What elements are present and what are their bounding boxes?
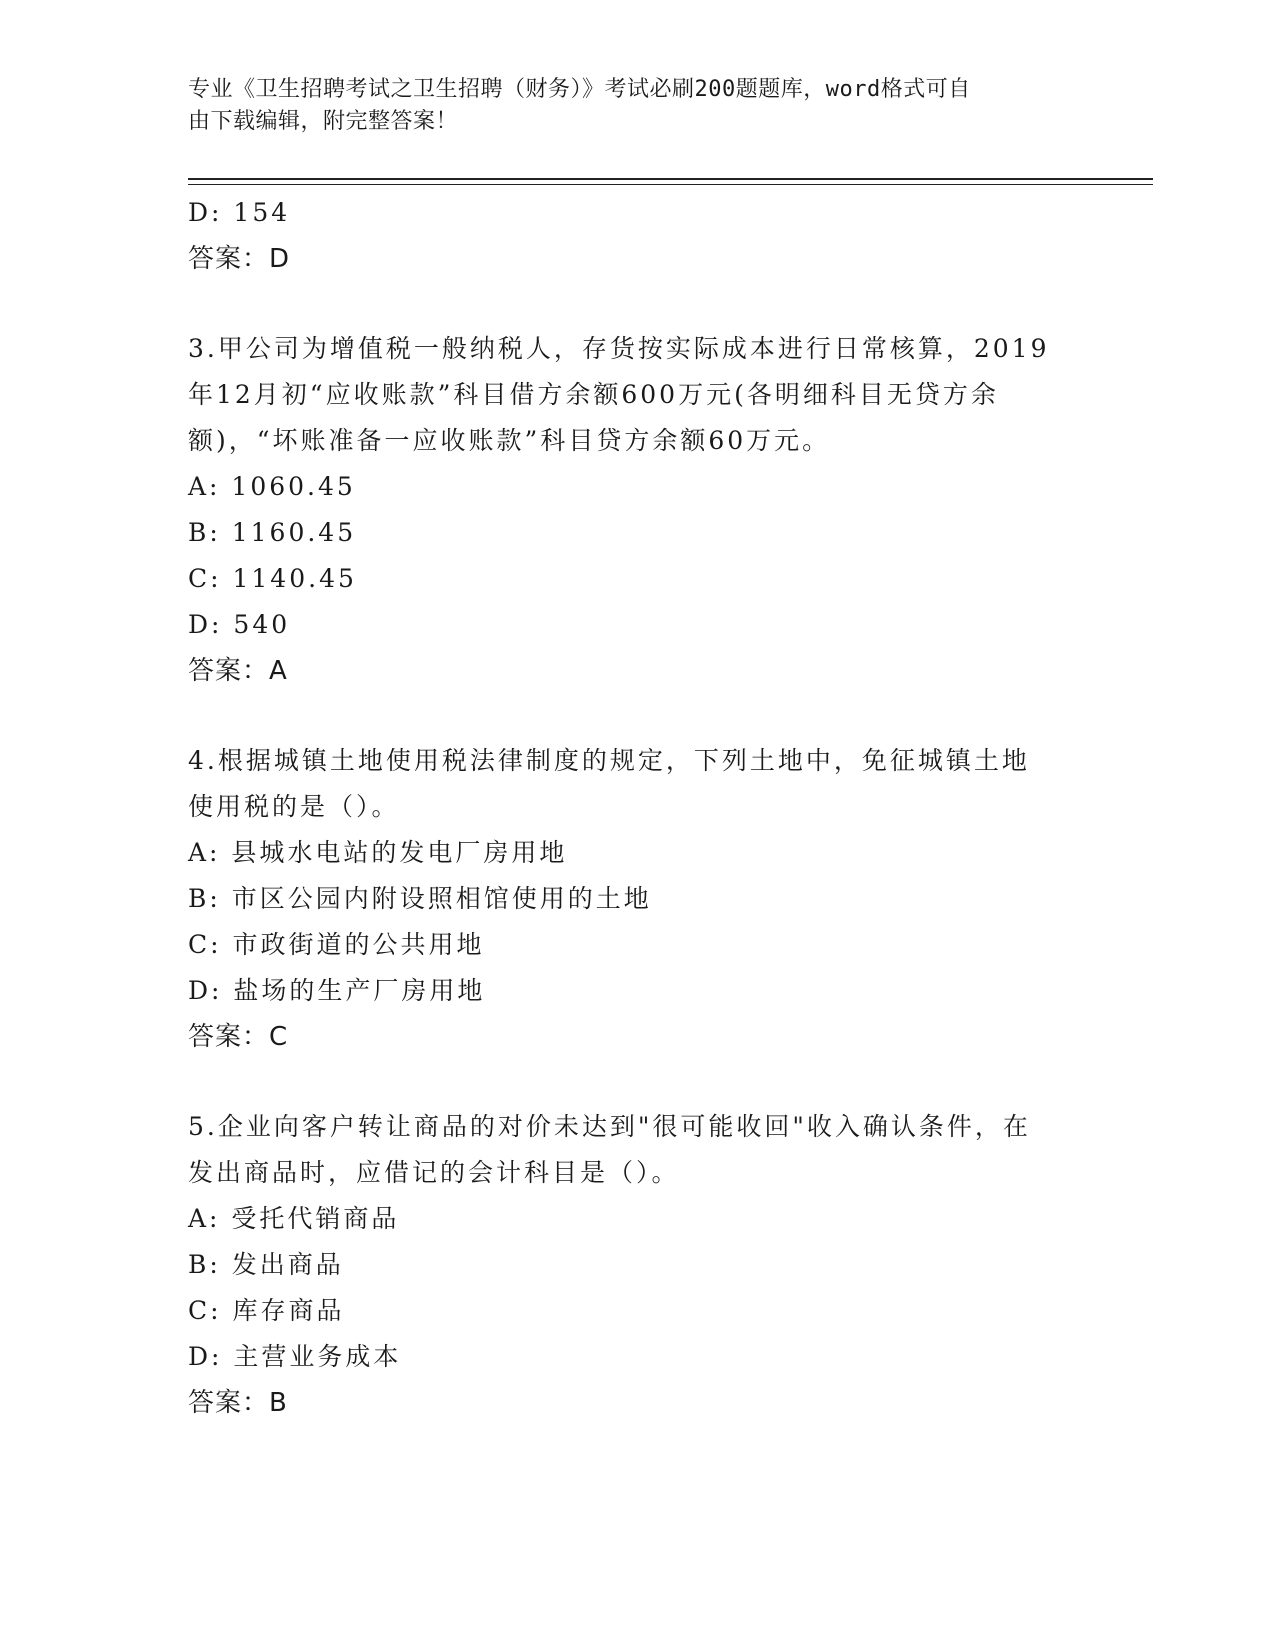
- question-stem-line: 3.甲公司为增值税一般纳税人，存货按实际成本进行日常核算，2019: [188, 334, 1050, 363]
- option-a: A: 受托代销商品: [188, 1204, 400, 1233]
- header-divider-thin: [188, 184, 1153, 185]
- answer: 答案：A: [188, 656, 288, 686]
- option-d: D: 主营业务成本: [188, 1342, 402, 1371]
- option-a: A: 县城水电站的发电厂房用地: [188, 838, 568, 867]
- option-c: C: 市政街道的公共用地: [188, 930, 485, 959]
- option-d: D: 盐场的生产厂房用地: [188, 976, 486, 1005]
- question-stem-line: 5.企业向客户转让商品的对价未达到"很可能收回"收入确认条件，在: [188, 1112, 1031, 1141]
- option-b: B: 1160.45: [188, 518, 357, 547]
- answer: 答案：C: [188, 1022, 289, 1052]
- option-b: B: 发出商品: [188, 1250, 344, 1279]
- question-stem-line: 4.根据城镇土地使用税法律制度的规定，下列土地中，免征城镇土地: [188, 746, 1030, 775]
- prev-answer: 答案：D: [188, 244, 291, 274]
- prev-option-d: D: 154: [188, 198, 291, 227]
- question-stem-line: 发出商品时，应借记的会计科目是（）。: [188, 1158, 680, 1187]
- answer: 答案：B: [188, 1388, 288, 1418]
- question-4: [188, 738, 1068, 1060]
- document-header: [188, 74, 1068, 138]
- question-stem-line: 年12月初“应收账款”科目借方余额600万元(各明细科目无贷方余: [188, 380, 999, 409]
- question-3: [188, 326, 1068, 694]
- option-d: D: 540: [188, 610, 291, 639]
- header-line-2: 由下载编辑，附完整答案！: [188, 109, 459, 134]
- question-5: [188, 1104, 1068, 1426]
- option-b: B: 市区公园内附设照相馆使用的土地: [188, 884, 652, 913]
- header-divider-thick: [188, 178, 1153, 180]
- option-c: C: 库存商品: [188, 1296, 345, 1325]
- option-c: C: 1140.45: [188, 564, 357, 593]
- question-stem-line: 额)，“坏账准备一应收账款”科目贷方余额60万元。: [188, 426, 831, 455]
- header-line-1: 专业《卫生招聘考试之卫生招聘（财务）》考试必刷200题题库，word格式可自: [188, 77, 971, 102]
- option-a: A: 1060.45: [188, 472, 356, 501]
- question-stem-line: 使用税的是（）。: [188, 792, 400, 821]
- question-list: [188, 190, 1068, 1426]
